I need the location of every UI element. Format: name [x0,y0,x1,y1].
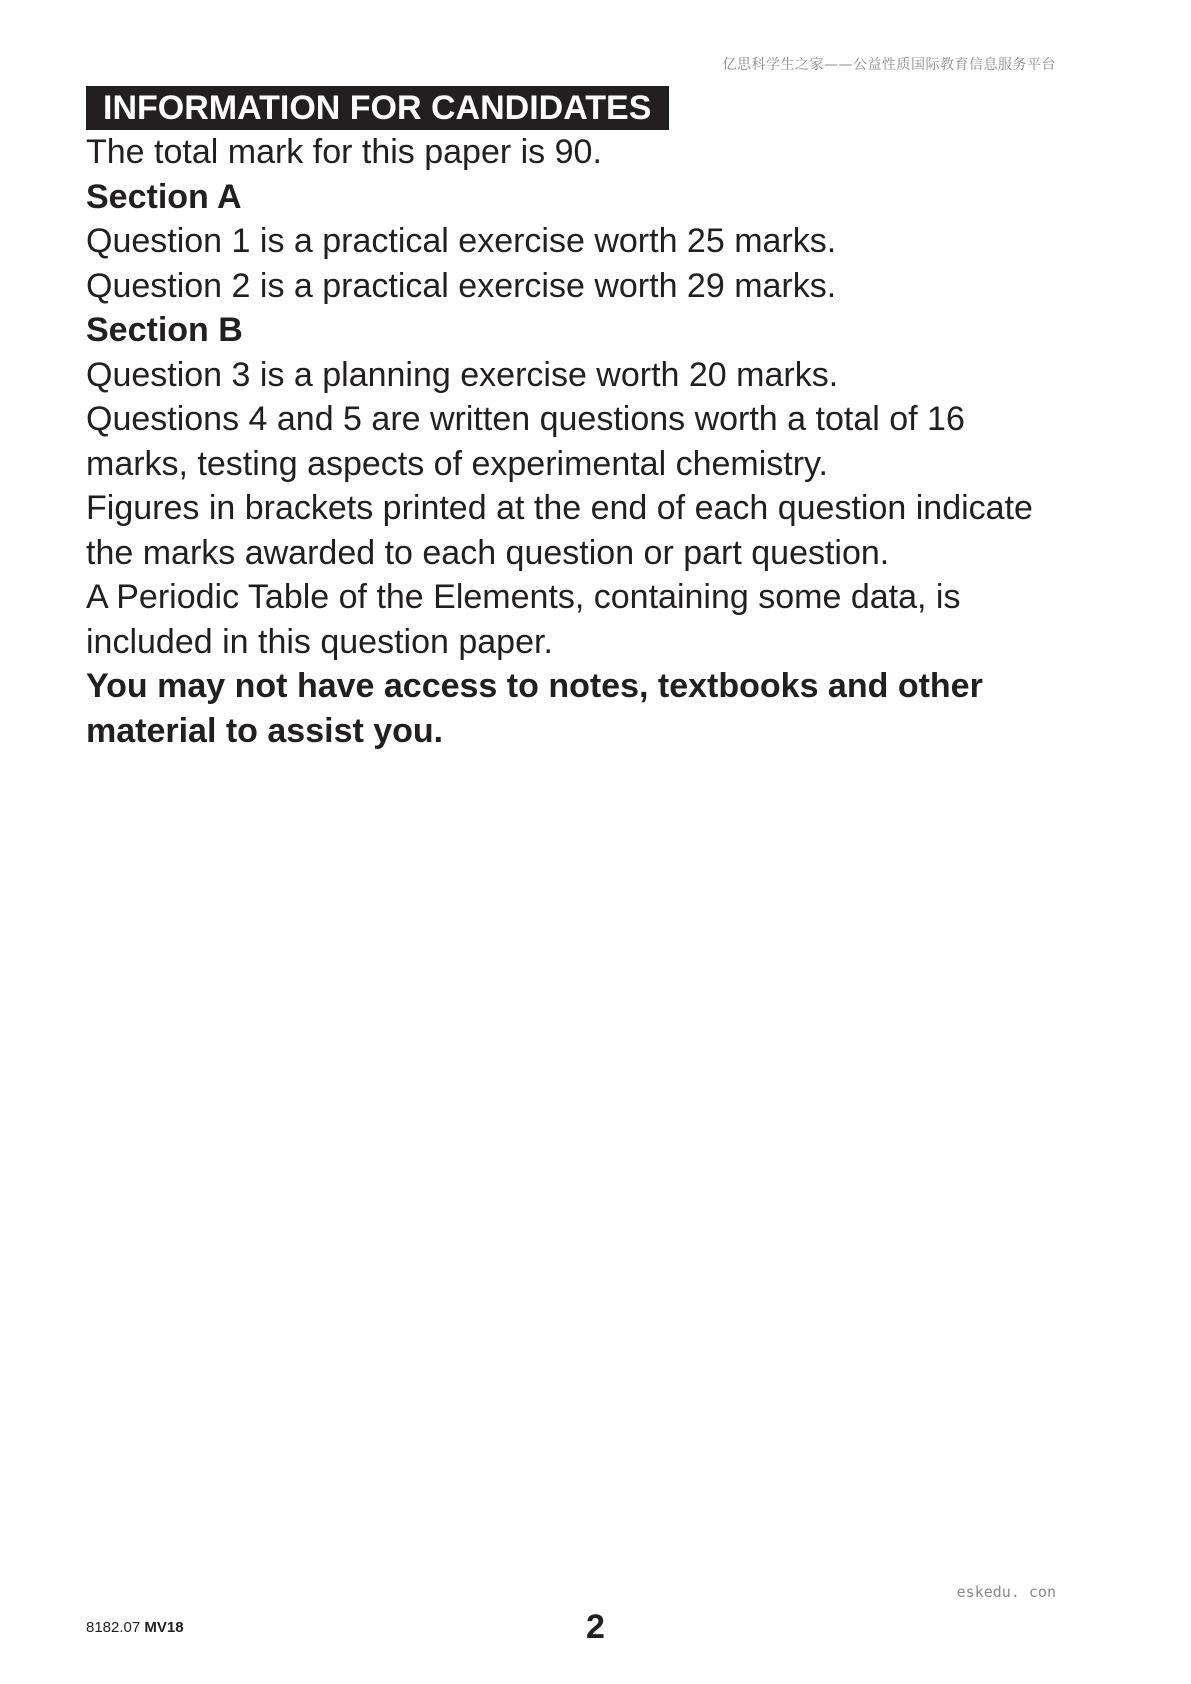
paper-code-number: 8182.07 [86,1619,141,1636]
site-watermark: eskedu. con [956,1583,1056,1601]
watermark-text: 亿思科学生之家——公益性质国际教育信息服务平台 [722,57,1056,73]
questions-4-5-text-line-1: Questions 4 and 5 are written questions worth a total of 16 [86,400,965,438]
total-mark-text: The total mark for this paper is 90. [86,133,602,171]
section-b-heading: Section B [86,311,243,349]
paper-code-suffix: MV18 [144,1619,184,1636]
figures-text-line-1: Figures in brackets printed at the end of each question indicate [86,489,1033,527]
questions-4-5-text-line-2: marks, testing aspects of experimental chemistry. [86,444,828,483]
periodic-table-text-line-1: A Periodic Table of the Elements, containing some data, is [86,578,961,616]
candidate-information [86,86,1126,753]
notice-text-line-1: You may not have access to notes, textbooks and other [86,667,983,705]
notice-text-line-2: material to assist you. [86,711,444,750]
page-number: 2 [586,1608,605,1646]
section-a-heading: Section A [86,177,242,216]
periodic-table-text-line-2: included in this question paper. [86,622,553,661]
question-3-text: Question 3 is a planning exercise worth 20 marks. [86,355,839,394]
question-2-text: Question 2 is a practical exercise worth 29 marks. [86,266,837,305]
figures-text-line-2: the marks awarded to each question or part question. [86,533,890,572]
section-heading: INFORMATION FOR CANDIDATES [86,86,669,130]
question-1-text: Question 1 is a practical exercise worth 25 marks. [86,222,837,260]
